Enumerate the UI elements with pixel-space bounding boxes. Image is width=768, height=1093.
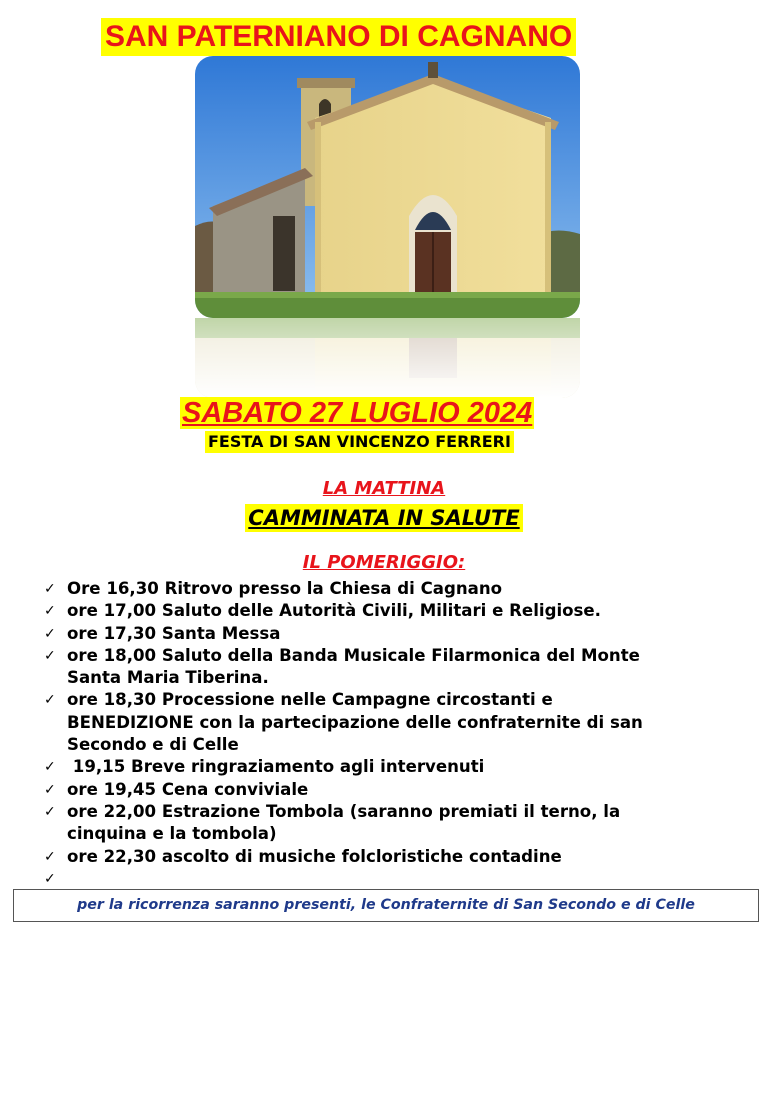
schedule-item: ✓ ore 22,30 ascolto di musiche folcloristiche contadine — [44, 846, 744, 868]
event-festa: FESTA DI SAN VINCENZO FERRERI — [205, 431, 514, 453]
schedule-item: ✓ ore 19,45 Cena conviviale — [44, 779, 744, 801]
morning-heading: LA MATTINA — [322, 478, 446, 499]
footer-note: per la ricorrenza saranno presenti, le Confraternite di San Secondo e di Celle — [13, 889, 759, 922]
schedule-item: ✓ Ore 16,30 Ritrovo presso la Chiesa di Cagnano — [44, 578, 744, 600]
check-icon: ✓ — [44, 603, 56, 620]
check-icon: ✓ — [44, 759, 56, 776]
check-icon: ✓ — [44, 581, 56, 597]
schedule-list — [44, 578, 744, 887]
page-title: SAN PATERNIANO DI CAGNANO — [101, 18, 576, 56]
schedule-item: ✓ ore 17,00 Saluto delle Autorità Civili, Militari e Religiose. — [44, 600, 744, 622]
schedule-item: ✓ ore 17,30 Santa Messa — [44, 623, 744, 645]
schedule-item: ✓ ore 22,00 Estrazione Tombola (saranno premiati il terno, la cinquina e la tombola) — [44, 801, 621, 844]
afternoon-heading: IL POMERIGGIO: — [302, 552, 466, 573]
check-icon: ✓ — [44, 848, 56, 865]
schedule-item: ✓ ore 18,00 Saluto della Banda Musicale Filarmonica del Monte Santa Maria Tiberina. — [44, 645, 640, 688]
event-date: SABATO 27 LUGLIO 2024 — [182, 397, 533, 429]
check-icon: ✓ — [44, 625, 56, 642]
check-icon: ✓ — [44, 781, 56, 798]
check-icon: ✓ — [44, 692, 56, 709]
check-icon: ✓ — [44, 803, 56, 820]
church-photo — [195, 56, 580, 318]
schedule-item: ✓ ore 18,30 Processione nelle Campagne circostanti e BENEDIZIONE con la partecipazione delle confraternite di san Secondo e di Celle — [44, 690, 643, 755]
photo-reflection — [195, 318, 580, 398]
check-icon: ✓ — [44, 870, 56, 887]
morning-activity: CAMMINATA IN SALUTE — [245, 504, 522, 532]
check-icon: ✓ — [44, 647, 56, 664]
schedule-item: ✓ 19,15 Breve ringraziamento agli intervenuti — [44, 756, 744, 778]
